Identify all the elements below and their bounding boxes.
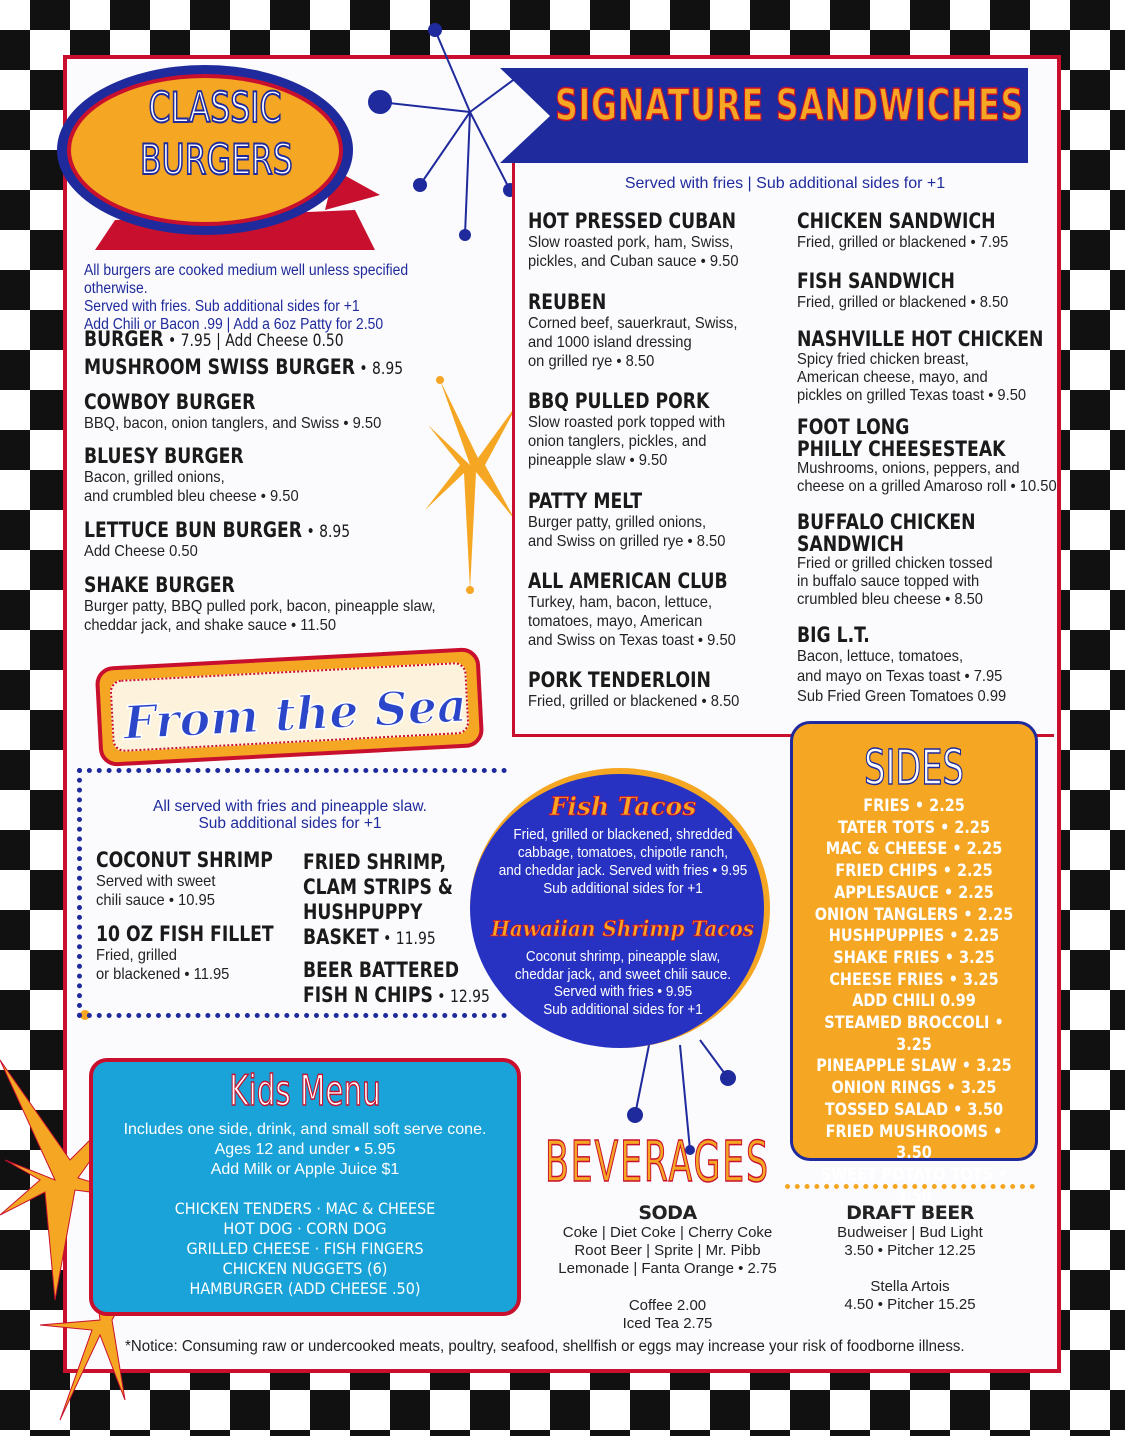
menu-item-lettuce-bun: LETTUCE BUN BURGER • 8.95 Add Cheese 0.50 bbox=[84, 518, 351, 560]
menu-item-cuban: HOT PRESSED CUBAN Slow roasted pork, ham, Swiss, pickles, and Cuban sauce • 9.50 bbox=[528, 209, 739, 270]
kids-info-line: Includes one side, drink, and small soft serve cone. bbox=[123, 1121, 487, 1138]
hawaiian-tacos-desc: Coconut shrimp, pineapple slaw, cheddar jack, and sweet chili sauce. Served with fries • 9.95 Sub additional sides for +1 bbox=[514, 948, 732, 1018]
side-item: MAC & CHEESE • 2.25 bbox=[825, 839, 1003, 860]
side-item: HUSHPUPPIES • 2.25 bbox=[828, 926, 1000, 947]
menu-item-fish-n-chips: BEER BATTERED FISH N CHIPS • 12.95 bbox=[303, 958, 490, 1007]
kids-items bbox=[89, 1199, 521, 1299]
sandwiches-heading: SIGNATURE SANDWICHES bbox=[555, 80, 1025, 131]
beverages-dots bbox=[785, 1184, 1035, 1189]
side-item: SHAKE FRIES • 3.25 bbox=[833, 947, 995, 968]
iced-tea-line: Iced Tea 2.75 bbox=[622, 1315, 713, 1332]
kids-item: GRILLED CHEESE · FISH FINGERS bbox=[186, 1239, 424, 1258]
menu-item-pork-tenderloin: PORK TENDERLOIN Fried, grilled or blackened • 8.50 bbox=[528, 668, 740, 710]
sea-heading: From the Sea bbox=[121, 678, 469, 750]
kids-item: CHICKEN NUGGETS (6) bbox=[222, 1259, 388, 1278]
menu-item-fish-sandwich: FISH SANDWICH Fried, grilled or blackened • 8.50 bbox=[797, 269, 1009, 311]
beer-title: DRAFT BEER bbox=[846, 1202, 974, 1224]
sea-note-2: Sub additional sides for +1 bbox=[198, 815, 382, 832]
soda-section bbox=[545, 1202, 790, 1333]
side-item: TOSSED SALAD • 3.50 bbox=[824, 1099, 1004, 1120]
menu-item-nashville: NASHVILLE HOT CHICKEN Spicy fried chicken breast, American cheese, mayo, and pickles on grilled Texas toast • 9.50 bbox=[797, 327, 1044, 404]
side-item: ADD CHILI 0.99 bbox=[852, 991, 976, 1012]
side-item: ONION TANGLERS • 2.25 bbox=[814, 904, 1014, 925]
burgers-note-3: Add Chili or Bacon .99 | Add a 6oz Patty for 2.50 bbox=[84, 316, 384, 333]
stella-line: 4.50 • Pitcher 15.25 bbox=[844, 1296, 976, 1313]
side-item: FRIES • 2.25 bbox=[863, 796, 965, 816]
side-item: FRIED MUSHROOMS • 3.50 bbox=[825, 1121, 1003, 1164]
soda-line: Coke | Diet Coke | Cherry Coke bbox=[562, 1224, 773, 1241]
health-notice: *Notice: Consuming raw or undercooked meats, poultry, seafood, shellfish or eggs may increase your risk of foodborne illness. bbox=[125, 1338, 965, 1355]
kids-info-line: Ages 12 and under • 5.95 bbox=[214, 1141, 396, 1158]
burgers-heading-line1: CLASSIC bbox=[148, 83, 282, 132]
sea-notes bbox=[95, 798, 485, 832]
burgers-notes bbox=[84, 262, 462, 334]
burgers-heading-line2: BURGERS bbox=[140, 135, 293, 184]
soda-line: Root Beer | Sprite | Mr. Pibb bbox=[574, 1242, 761, 1259]
soda-line: Lemonade | Fanta Orange • 2.75 bbox=[558, 1260, 777, 1277]
menu-item-club: ALL AMERICAN CLUB Turkey, ham, bacon, lettuce, tomatoes, mayo, American and Swiss on Texas toast • 9.50 bbox=[528, 569, 736, 649]
stella-line: Stella Artois bbox=[870, 1278, 950, 1295]
menu-item-big-lt: BIG L.T. Bacon, lettuce, tomatoes, and mayo on Texas toast • 7.95 Sub Fried Green Tomatoes 0.99 bbox=[797, 623, 1007, 705]
fish-tacos-title: Fish Tacos bbox=[549, 792, 697, 821]
menu-item-burger: BURGER • 7.95 | Add Cheese 0.50 bbox=[84, 327, 344, 351]
menu-item-shake-burger: SHAKE BURGER Burger patty, BBQ pulled pork, bacon, pineapple slaw, cheddar jack, and shake sauce • 11.50 bbox=[84, 573, 436, 634]
menu-item-chicken-sandwich: CHICKEN SANDWICH Fried, grilled or blackened • 7.95 bbox=[797, 209, 1009, 251]
side-item: FRIED CHIPS • 2.25 bbox=[835, 861, 993, 882]
menu-item-mushroom-swiss: MUSHROOM SWISS BURGER • 8.95 bbox=[84, 355, 404, 379]
side-item: PINEAPPLE SLAW • 3.25 bbox=[816, 1056, 1012, 1077]
burgers-heading bbox=[140, 82, 293, 186]
beer-section bbox=[800, 1202, 1020, 1314]
atomic-starburst-icon bbox=[380, 30, 520, 235]
sides-heading: SIDES bbox=[864, 740, 964, 796]
menu-item-fried-shrimp-basket: FRIED SHRIMP, CLAM STRIPS & HUSHPUPPY BASKET • 11.95 bbox=[303, 850, 453, 949]
menu-item-cowboy: COWBOY BURGER BBQ, bacon, onion tanglers, and Swiss • 9.50 bbox=[84, 390, 382, 432]
kids-heading: Kids Menu bbox=[229, 1066, 381, 1115]
kids-item: CHICKEN TENDERS · MAC & CHEESE bbox=[174, 1199, 436, 1218]
beverages-heading: BEVERAGES bbox=[545, 1130, 770, 1195]
kids-item: HOT DOG · CORN DOG bbox=[223, 1219, 387, 1238]
side-item: TATER TOTS • 2.25 bbox=[837, 817, 991, 838]
menu-item-patty-melt: PATTY MELT Burger patty, grilled onions, and Swiss on grilled rye • 8.50 bbox=[528, 489, 726, 550]
kids-info-line: Add Milk or Apple Juice $1 bbox=[210, 1161, 400, 1178]
beer-line: Budweiser | Bud Light bbox=[837, 1224, 983, 1241]
side-item: CHEESE FRIES • 3.25 bbox=[829, 969, 999, 990]
menu-item-bluesy: BLUESY BURGER Bacon, grilled onions, and crumbled bleu cheese • 9.50 bbox=[84, 444, 299, 505]
menu-item-coconut-shrimp: COCONUT SHRIMP Served with sweet chili sauce • 10.95 bbox=[96, 848, 273, 909]
menu-item-buffalo: BUFFALO CHICKEN SANDWICH Fried or grilled chicken tossed in buffalo sauce topped with crumbled bleu cheese • 8.50 bbox=[797, 510, 993, 608]
menu-item-philly: FOOT LONG PHILLY CHEESESTEAK Mushrooms, onions, peppers, and cheese on a grilled Amaroso roll • 10.50 bbox=[797, 415, 1057, 495]
side-item: SWEET POTATO TOTS • 3.50 bbox=[820, 1164, 1008, 1207]
side-item: APPLESAUCE • 2.25 bbox=[834, 882, 994, 903]
coffee-line: Coffee 2.00 bbox=[628, 1297, 707, 1314]
orange-star-icon bbox=[425, 380, 520, 590]
side-item: ONION RINGS • 3.25 bbox=[831, 1078, 997, 1099]
kids-info bbox=[89, 1120, 521, 1180]
burgers-note-1: All burgers are cooked medium well unless specified otherwise. bbox=[84, 262, 409, 297]
sides-list bbox=[790, 796, 1038, 1208]
sandwich-note: Served with fries | Sub additional sides for +1 bbox=[624, 175, 946, 192]
kids-item: HAMBURGER (ADD CHEESE .50) bbox=[189, 1279, 421, 1298]
menu-item-reuben: REUBEN Corned beef, sauerkraut, Swiss, and 1000 island dressing on grilled rye • 8.50 bbox=[528, 290, 738, 370]
burgers-note-2: Served with fries. Sub additional sides for +1 bbox=[84, 298, 360, 315]
soda-title: SODA bbox=[638, 1202, 697, 1224]
beer-line: 3.50 • Pitcher 12.25 bbox=[844, 1242, 976, 1259]
sea-note-1: All served with fries and pineapple slaw. bbox=[153, 798, 427, 815]
menu-item-bbq-pork: BBQ PULLED PORK Slow roasted pork topped with onion tanglers, pickles, and pineapple slaw • 9.50 bbox=[528, 389, 726, 469]
menu-item-fish-fillet: 10 OZ FISH FILLET Fried, grilled or blackened • 11.95 bbox=[96, 922, 274, 983]
fish-tacos-desc: Fried, grilled or blackened, shredded cabbage, tomatoes, chipotle ranch, and cheddar jack. Served with fries • 9.95 Sub additional sides for +1 bbox=[498, 826, 748, 897]
hawaiian-tacos-title: Hawaiian Shrimp Tacos bbox=[491, 916, 754, 941]
side-item: STEAMED BROCCOLI • 3.25 bbox=[824, 1013, 1004, 1055]
